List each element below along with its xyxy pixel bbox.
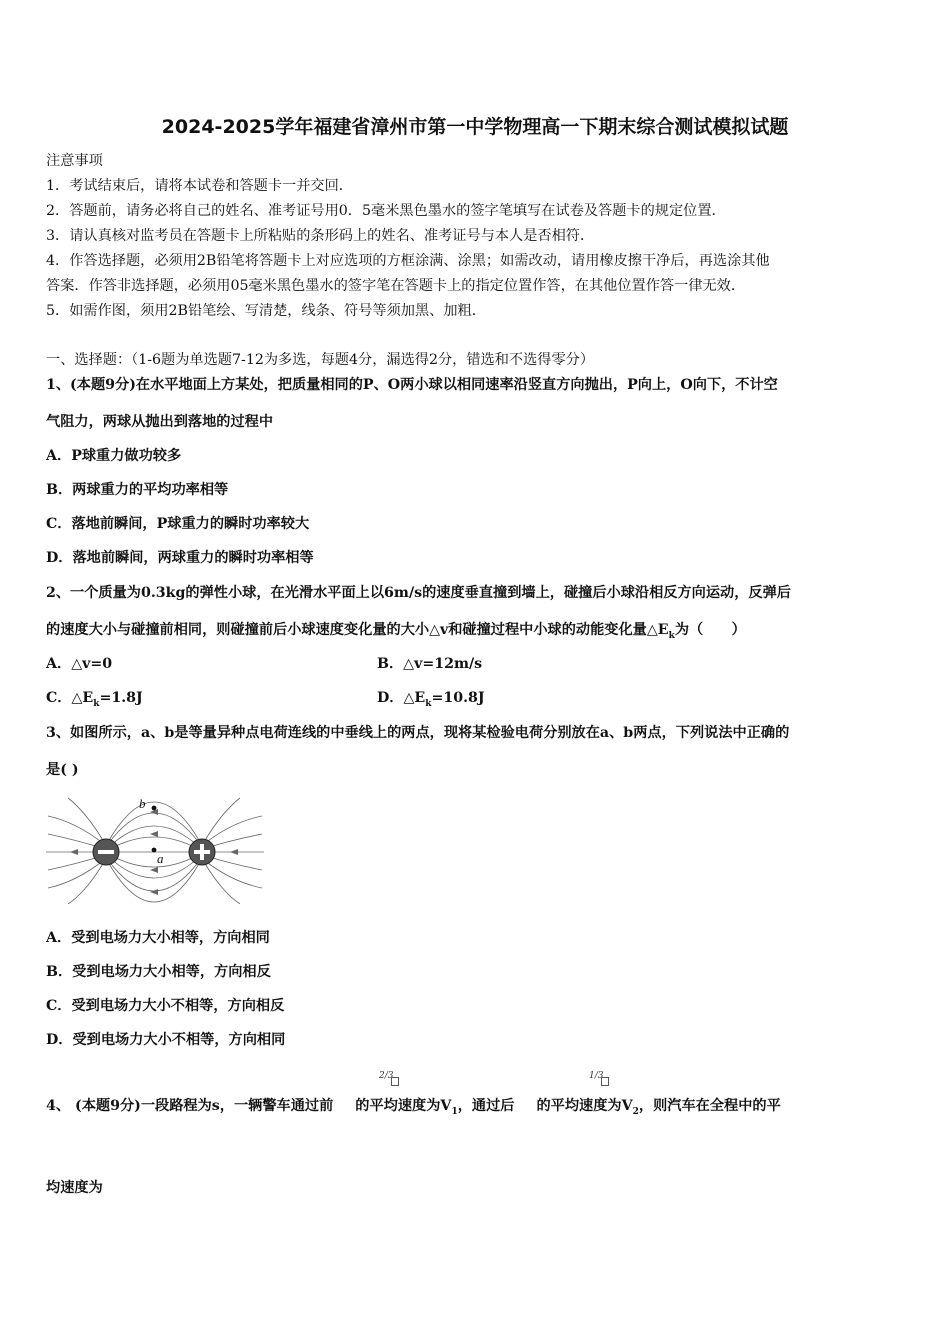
- label-b: b: [139, 796, 146, 811]
- subscript: k: [668, 630, 675, 641]
- q3-option-a: A．受到电场力大小相等，方向相同: [46, 930, 270, 946]
- q3-option-c: C．受到电场力大小不相等，方向相反: [46, 998, 285, 1014]
- q2-option-b: B．△v=12m/s: [377, 656, 483, 672]
- option-text: C．△E: [46, 690, 94, 706]
- q2-stem-line2: [46, 621, 746, 645]
- placeholder-box: [601, 1077, 609, 1086]
- q4-text: ，则汽车在全程中的平: [638, 1098, 781, 1114]
- q4-text: 的平均速度为V: [536, 1098, 633, 1114]
- q2-stem-text: 为（ ）: [674, 622, 746, 638]
- subscript: 2: [632, 1106, 639, 1117]
- q2-option-d: [377, 689, 485, 713]
- option-text: =10.8J: [431, 690, 485, 706]
- q1-stem-line2: 气阻力，两球从抛出到落地的过程中: [46, 414, 274, 430]
- q3-option-d: D．受到电场力大小不相等，方向相同: [46, 1032, 286, 1048]
- electric-field-figure: [46, 792, 264, 904]
- negative-charge: [93, 839, 119, 865]
- q1-option-c: C．落地前瞬间，P球重力的瞬时功率较大: [46, 516, 310, 532]
- option-text: D．△E: [377, 690, 426, 706]
- notice-item: 2．答题前，请务必将自己的姓名、准考证号用0．5毫米黑色墨水的签字笔填写在试卷及答题卡的规定位置．: [46, 203, 726, 219]
- notice-item: 答案．作答非选择题，必须用05毫米黑色墨水的签字笔在答题卡上的指定位置作答，在其他位置作答一律无效．: [46, 278, 746, 294]
- q4-text: ，通过后: [457, 1098, 515, 1114]
- positive-charge: [189, 839, 215, 865]
- option-text: =1.8J: [99, 690, 143, 706]
- q4-text: 的平均速度为V: [355, 1098, 452, 1114]
- label-a: a: [157, 851, 164, 866]
- section-heading: 一、选择题：（1-6题为单选题7-12为多选，每题4分，漏选得2分，错选和不选得零分）: [46, 352, 595, 368]
- q2-option-c: [46, 689, 143, 713]
- notice-item: 3．请认真核对监考员在答题卡上所粘贴的条形码上的姓名、准考证号与本人是否相符．: [46, 228, 595, 244]
- q1-stem-line1: 1、(本题9分)在水平地面上方某处，把质量相同的P、O两小球以相同速率沿竖直方向抛出，P向上，O向下，不计空: [46, 377, 778, 393]
- placeholder-box: [391, 1077, 399, 1086]
- subscript: k: [425, 698, 432, 709]
- q4-text: 4、 (本题9分)一段路程为s，一辆警车通过前: [46, 1098, 334, 1114]
- fraction-two-thirds: 2/3: [379, 1071, 394, 1081]
- fraction-one-third: 1/3: [589, 1071, 604, 1081]
- q3-stem-line1: 3、如图所示，a、b是等量异种点电荷连线的中垂线上的两点，现将某检验电荷分别放在a、b两点，下列说法中正确的: [46, 725, 790, 741]
- q3-stem-line2: 是( ): [46, 762, 79, 778]
- q2-stem-line1: 2、一个质量为0.3kg的弹性小球，在光滑水平面上以6m/s的速度垂直撞到墙上，碰撞后小球沿相反方向运动，反弹后: [46, 585, 791, 601]
- q2-option-a: A．△v=0: [46, 656, 113, 672]
- q2-stem-text: 的速度大小与碰撞前相同，则碰撞前后小球速度变化量的大小△v和碰撞过程中小球的动能变化量△E: [46, 622, 669, 638]
- q4-stem-line2: 均速度为: [46, 1180, 103, 1196]
- q4-stem-line1: [46, 1097, 781, 1121]
- q1-option-a: A．P球重力做功较多: [46, 448, 182, 464]
- point-a: [152, 848, 157, 853]
- point-b: [152, 806, 157, 811]
- notice-item: 4．作答选择题，必须用2B铅笔将答题卡上对应选项的方框涂满、涂黑；如需改动，请用橡皮擦干净后，再选涂其他: [46, 253, 770, 269]
- notice-item: 1．考试结束后，请将本试卷和答题卡一并交回．: [46, 178, 353, 194]
- notice-item: 5．如需作图，须用2B铅笔绘、写清楚，线条、符号等须加黑、加粗．: [46, 303, 486, 319]
- q1-option-b: B．两球重力的平均功率相等: [46, 482, 229, 498]
- page-title: 2024-2025学年福建省漳州市第一中学物理高一下期末综合测试模拟试题: [161, 116, 789, 138]
- notice-heading: 注意事项: [46, 153, 103, 169]
- q1-option-d: D．落地前瞬间，两球重力的瞬时功率相等: [46, 550, 314, 566]
- subscript: k: [93, 698, 100, 709]
- q3-option-b: B．受到电场力大小相等，方向相反: [46, 964, 271, 980]
- subscript: 1: [451, 1106, 458, 1117]
